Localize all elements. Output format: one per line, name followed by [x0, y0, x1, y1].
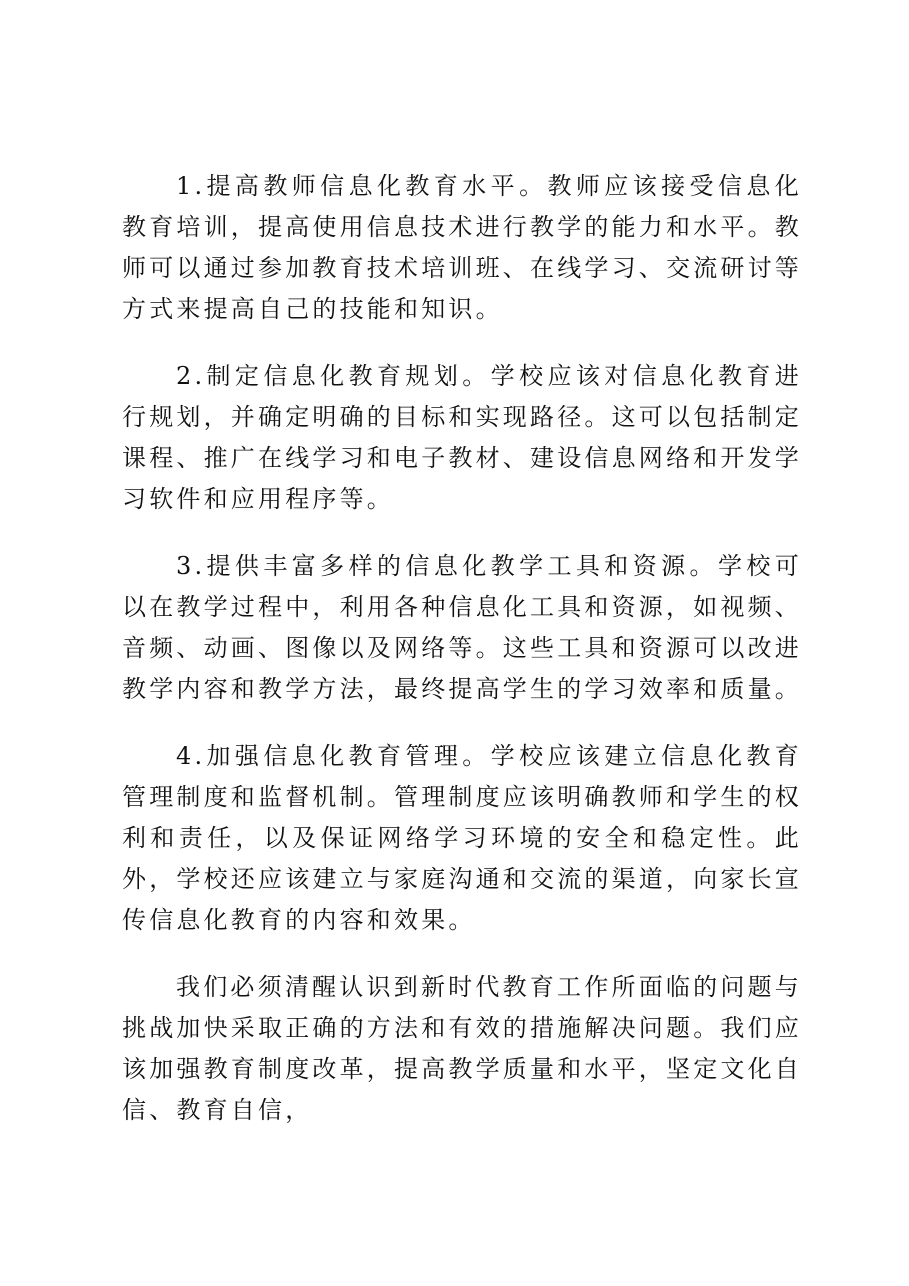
- paragraph-4: 4.加强信息化教育管理。学校应该建立信息化教育管理制度和监督机制。管理制度应该明确教师和学生的权利和责任，以及保证网络学习环境的安全和稳定性。此外，学校还应该建立与家庭沟通和交流的渠道，向家长宣传信息化教育的内容和效果。: [122, 742, 802, 934]
- paragraph-2: 2.制定信息化教育规划。学校应该对信息化教育进行规划，并确定明确的目标和实现路径。这可以包括制定课程、推广在线学习和电子教材、建设信息网络和开发学习软件和应用程序等。: [122, 362, 802, 513]
- document-body: [122, 166, 802, 1131]
- paragraph-5: 我们必须清醒认识到新时代教育工作所面临的问题与挑战加快采取正确的方法和有效的措施解决问题。我们应该加强教育制度改革，提高教学质量和水平，坚定文化自信、教育自信，: [122, 973, 802, 1124]
- paragraph-3: 3.提供丰富多样的信息化教学工具和资源。学校可以在教学过程中，利用各种信息化工具和资源，如视频、音频、动画、图像以及网络等。这些工具和资源可以改进教学内容和教学方法，最终提高学生的学习效率和质量。: [122, 552, 802, 703]
- paragraph-1: 1.提高教师信息化教育水平。教师应该接受信息化教育培训，提高使用信息技术进行教学的能力和水平。教师可以通过参加教育技术培训班、在线学习、交流研讨等方式来提高自己的技能和知识。: [122, 172, 802, 323]
